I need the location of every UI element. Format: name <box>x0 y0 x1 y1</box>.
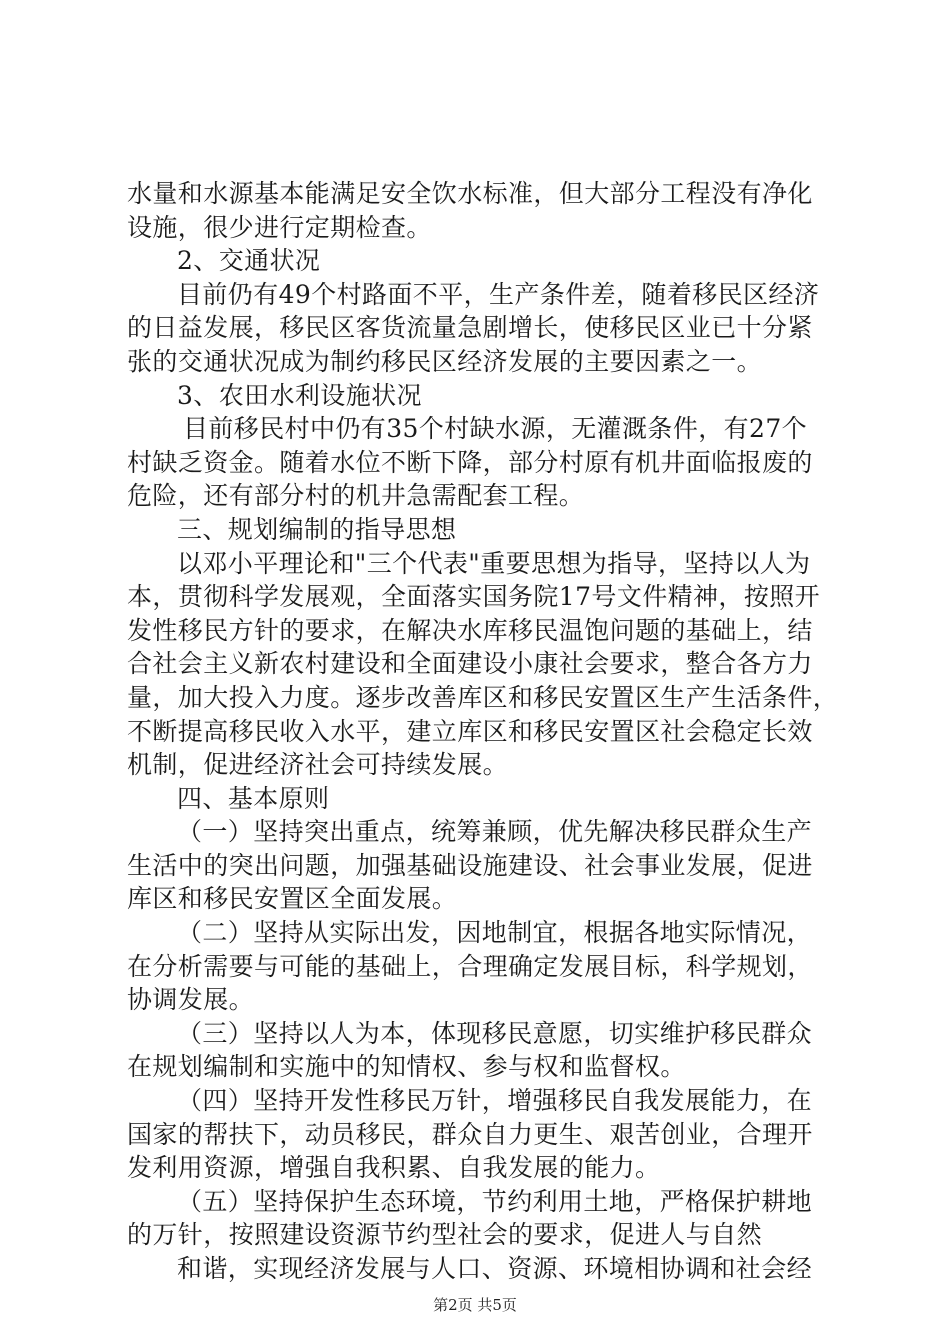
text-line: 库区和移民安置区全面发展。 <box>127 884 458 914</box>
text-line: 目前仍有49个村路面不平，生产条件差，随着移民区经济 <box>177 279 820 309</box>
text-line: 水量和水源基本能满足安全饮水标准，但大部分工程没有净化 <box>127 179 813 208</box>
text-line: 村缺乏资金。随着水位不断下降，部分村原有机井面临报废的 <box>127 447 813 477</box>
text-line: （三）坚持以人为本，体现移民意愿，切实维护移民群众 <box>177 1018 813 1048</box>
text-line: 机制，促进经济社会可持续发展。 <box>127 750 509 780</box>
page-number-footer: 第2页 共5页 <box>433 1296 517 1314</box>
section-heading: 3、农田水利设施状况 <box>177 380 422 410</box>
text-line: （二）坚持从实际出发，因地制宜，根据各地实际情况， <box>177 918 813 948</box>
text-line: （四）坚持开发性移民万针，增强移民自我发展能力，在 <box>177 1086 813 1116</box>
text-line: 的日益发展，移民区客货流量急剧增长，使移民区业已十分紧 <box>127 313 813 343</box>
section-heading: 三、规划编制的指导思想 <box>177 514 457 544</box>
document-body <box>127 177 847 1286</box>
text-line: 量，加大投入力度。逐步改善库区和移民安置区生产生活条件， <box>127 682 839 712</box>
text-line: 和谐，实现经济发展与人口、资源、环境相协调和社会经 <box>177 1254 813 1283</box>
text-line: 合社会主义新农村建设和全面建设小康社会要求，整合各方力 <box>127 649 813 679</box>
section-heading: 2、交通状况 <box>177 246 321 276</box>
text-line: 发性移民方针的要求，在解决水库移民温饱问题的基础上，结 <box>127 615 813 645</box>
text-line: 不断提高移民收入水平，建立库区和移民安置区社会稳定长效 <box>127 716 813 746</box>
text-line: （五）坚持保护生态环境，节约利用土地，严格保护耕地 <box>177 1186 813 1216</box>
text-line: 在规划编制和实施中的知情权、参与权和监督权。 <box>127 1052 686 1082</box>
text-line: 生活中的突出问题，加强基础设施建设、社会事业发展，促进 <box>127 850 813 880</box>
text-line: 的万针，按照建设资源节约型社会的要求，促进人与自然 <box>127 1220 763 1250</box>
text-line: 发利用资源，增强自我积累、自我发展的能力。 <box>127 1153 661 1183</box>
text-line: 以邓小平理论和"三个代表"重要思想为指导，坚持以人为 <box>177 548 811 578</box>
text-line: 协调发展。 <box>127 985 255 1015</box>
section-heading: 四、基本原则 <box>177 783 330 813</box>
text-line: 本，贯彻科学发展观，全面落实国务院17号文件精神，按照开 <box>127 582 821 612</box>
text-line: 设施，很少进行定期检查。 <box>127 212 432 242</box>
text-line: 国家的帮扶下，动员移民，群众自力更生、艰苦创业，合理开 <box>127 1119 813 1149</box>
text-line: 目前移民村中仍有35个村缺水源，无灌溉条件，有27个 <box>183 414 808 444</box>
text-line: 危险，还有部分村的机井急需配套工程。 <box>127 481 585 511</box>
text-line: （一）坚持突出重点，统筹兼顾，优先解决移民群众生产 <box>177 817 813 847</box>
text-line: 张的交通状况成为制约移民区经济发展的主要因素之一。 <box>127 346 763 376</box>
text-line: 在分析需要与可能的基础上，合理确定发展目标，科学规划， <box>127 951 813 981</box>
